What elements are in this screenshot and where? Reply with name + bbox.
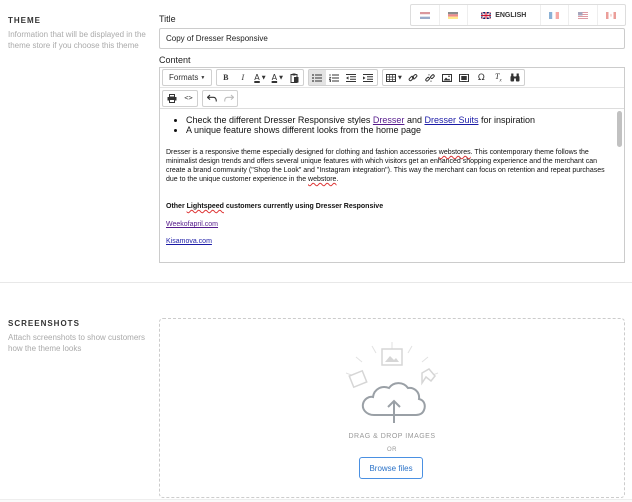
source-code-button[interactable] [180, 91, 197, 106]
de-flag-icon [448, 12, 458, 19]
bullet-text: and [404, 115, 425, 125]
browse-files-button[interactable]: Browse files [359, 457, 423, 479]
lang-tab-fr[interactable] [541, 5, 570, 25]
background-color-icon: A [271, 73, 278, 82]
list-item [186, 125, 610, 135]
paste-icon [290, 73, 299, 83]
omega-icon: Ω [477, 72, 485, 83]
code-icon: <> [184, 94, 193, 102]
insert-media-button[interactable] [456, 70, 473, 85]
bullet-text: for inspiration [478, 115, 536, 125]
kisamova-link[interactable]: Kisamova.com [166, 238, 212, 245]
fr-flag-icon [549, 12, 559, 19]
bullet-text: A unique feature shows different looks from the home page [186, 125, 421, 135]
paragraph-text: . This contemporary theme follows the minimalist design trends and offers several unique features with which visitors get an enhanced shopping experience and the merchant can create a brand community ("Shop the Look" and "Instagram integration"). This way the merchant can focus on retention and repeat purchases due to the unique customer experience in the [166, 149, 605, 183]
customers-heading [166, 202, 610, 211]
theme-section-title: THEME [8, 16, 41, 25]
italic-button[interactable] [234, 70, 251, 85]
misspelled-word: webstores [438, 149, 471, 156]
outdent-button[interactable] [343, 70, 360, 85]
lang-tab-nl[interactable] [411, 5, 440, 25]
outdent-icon [346, 74, 356, 82]
insert-image-button[interactable] [439, 70, 456, 85]
undo-icon [207, 94, 217, 102]
bullet-text: Check the different Dresser Responsive styles [186, 115, 373, 125]
or-text: OR [387, 447, 397, 453]
print-button[interactable] [163, 91, 180, 106]
clear-formatting-button[interactable] [490, 70, 507, 85]
redo-button[interactable] [220, 91, 237, 106]
customer-link-row [166, 237, 610, 246]
clear-format-icon: $T_x$ [495, 71, 502, 84]
caret-down-icon: ▼ [261, 74, 266, 81]
insert-group [382, 69, 525, 86]
indent-button[interactable] [360, 70, 377, 85]
numbered-list-icon [329, 74, 339, 82]
list-item [186, 115, 610, 125]
us-flag-icon [578, 12, 588, 19]
text-style-group [216, 69, 304, 86]
title-input[interactable] [159, 28, 625, 49]
print-code-group [162, 90, 198, 107]
dresser-link[interactable]: Dresser [372, 115, 405, 125]
image-icon [442, 74, 452, 82]
formats-dropdown[interactable] [163, 70, 211, 85]
caret-down-icon: ▼ [200, 74, 206, 81]
weekofapril-link[interactable]: Weekofapril.com [166, 221, 219, 228]
text-color-button[interactable] [251, 70, 268, 85]
uk-flag-icon [481, 12, 491, 19]
editor-content-area[interactable] [160, 109, 624, 262]
italic-icon: I [241, 73, 245, 82]
theme-section-description: Information that will be displayed in the theme store if you choose this theme [8, 30, 146, 50]
link-icon [408, 73, 418, 83]
text-color-icon: A [254, 73, 260, 82]
list-align-group [308, 69, 378, 86]
heading-text: Other [166, 203, 187, 210]
screenshots-section-description: Attach screenshots to show customers how the theme looks [8, 333, 145, 353]
lang-tab-us[interactable] [569, 5, 598, 25]
heading-text: customers currently using Dresser Responsive [223, 203, 384, 210]
remove-link-button[interactable] [422, 70, 439, 85]
special-character-button[interactable] [473, 70, 490, 85]
nl-flag-icon [420, 12, 430, 19]
description-paragraph [166, 148, 610, 184]
editor-toolbar-row-2 [160, 88, 624, 109]
bold-button[interactable] [217, 70, 234, 85]
bold-icon: B [223, 73, 229, 82]
printer-icon [167, 94, 177, 103]
title-label: Title [159, 14, 176, 24]
rich-text-editor [159, 67, 625, 263]
caret-down-icon: ▼ [397, 74, 402, 81]
screenshots-section-title: SCREENSHOTS [8, 319, 80, 328]
drag-drop-text: DRAG & DROP IMAGES [348, 433, 436, 440]
bullet-list-button[interactable] [309, 70, 326, 85]
lang-english-label: ENGLISH [495, 11, 527, 19]
formats-label: Formats [169, 73, 199, 82]
paste-text-button[interactable] [286, 70, 303, 85]
lang-tab-ca[interactable] [598, 5, 626, 25]
editor-scrollbar[interactable] [617, 111, 622, 147]
upload-cloud-icon [332, 339, 452, 433]
dresser-suits-link[interactable]: Dresser Suits [424, 115, 479, 125]
unlink-icon [425, 73, 435, 83]
editor-toolbar-row-1 [160, 68, 624, 88]
lang-tab-english[interactable] [468, 5, 541, 25]
numbered-list-button[interactable] [326, 70, 343, 85]
media-icon [459, 74, 469, 82]
content-label: Content [159, 55, 191, 65]
insert-link-button[interactable] [405, 70, 422, 85]
language-switcher [410, 4, 626, 26]
find-replace-button[interactable] [507, 70, 524, 85]
history-group [202, 90, 238, 107]
background-color-button[interactable] [269, 70, 286, 85]
binoculars-icon [510, 73, 520, 82]
feature-bullet-list [186, 115, 610, 135]
indent-icon [363, 74, 373, 82]
ca-flag-icon [606, 12, 616, 19]
paragraph-text: Dresser is a responsive theme especially designed for clothing and fashion accessories [166, 149, 439, 156]
bullet-list-icon [312, 74, 322, 82]
table-button[interactable] [383, 70, 405, 85]
screenshot-dropzone[interactable] [159, 318, 625, 498]
formats-group [162, 69, 212, 86]
table-icon [386, 74, 396, 82]
undo-button[interactable] [203, 91, 220, 106]
caret-down-icon: ▼ [279, 74, 283, 81]
misspelled-word: webstore [308, 176, 337, 183]
redo-icon [224, 94, 234, 102]
customer-link-row [166, 220, 610, 229]
misspelled-word: Lightspeed [186, 203, 224, 210]
paragraph-text: . [336, 176, 339, 183]
lang-tab-de[interactable] [440, 5, 469, 25]
section-divider [0, 282, 632, 283]
